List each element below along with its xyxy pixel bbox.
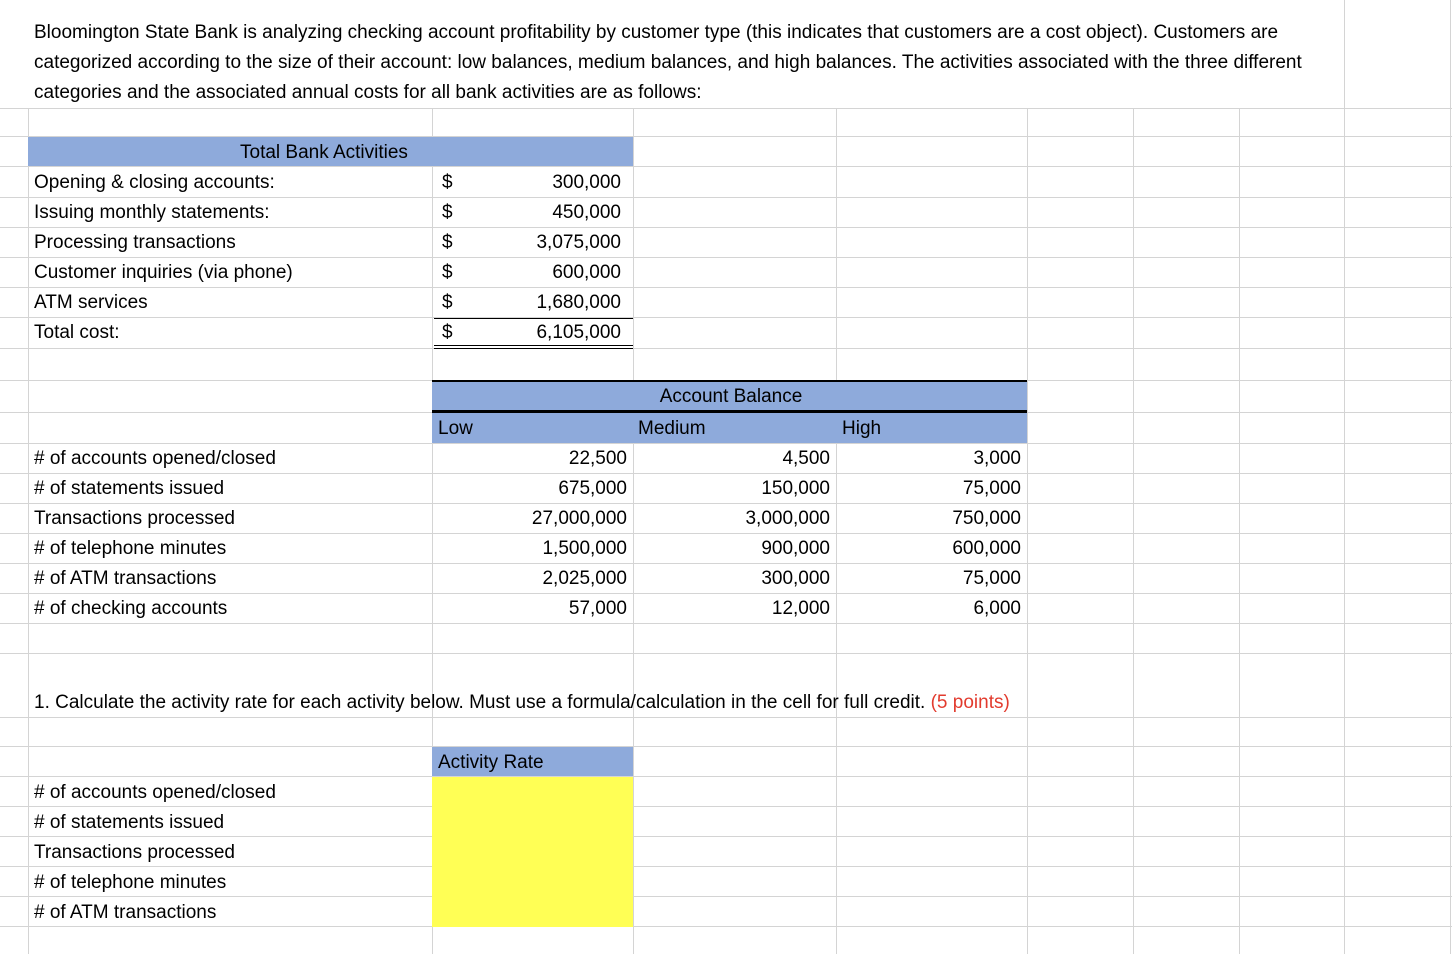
intro-text: Bloomington State Bank is analyzing checking account profitability by customer type (this indicates that customers are a cost object). Customers are categorized according to the size of their account: low balances, medium balances, and high balances. The activities associated with the three different categories and the associated annual costs for all bank activities are as follows: bbox=[34, 22, 1302, 103]
account-balance-top-border bbox=[432, 380, 1027, 382]
rate-row-label: # of ATM transactions bbox=[34, 902, 217, 923]
total-top-border bbox=[434, 318, 633, 319]
column-low: Low bbox=[438, 418, 473, 439]
currency-symbol: $ bbox=[442, 202, 453, 223]
high-value: 750,000 bbox=[952, 508, 1021, 529]
activity-label: Processing transactions bbox=[34, 232, 236, 253]
high-value: 75,000 bbox=[962, 478, 1021, 499]
low-value: 2,025,000 bbox=[542, 568, 627, 589]
total-double-underline-1 bbox=[434, 345, 633, 346]
high-value: 3,000 bbox=[973, 448, 1021, 469]
medium-value: 12,000 bbox=[771, 598, 830, 619]
low-value: 675,000 bbox=[558, 478, 627, 499]
activity-cost: 1,680,000 bbox=[536, 292, 621, 313]
account-balance-mid-border bbox=[432, 410, 1027, 413]
high-value: 6,000 bbox=[973, 598, 1021, 619]
activity-rate-header: Activity Rate bbox=[438, 752, 544, 773]
driver-label: # of statements issued bbox=[34, 478, 225, 499]
high-value: 600,000 bbox=[952, 538, 1021, 559]
driver-label: Transactions processed bbox=[34, 508, 236, 529]
activity-label: Customer inquiries (via phone) bbox=[34, 262, 293, 283]
rate-row-label: # of telephone minutes bbox=[34, 872, 227, 893]
column-medium: Medium bbox=[638, 418, 706, 439]
driver-label: # of ATM transactions bbox=[34, 568, 217, 589]
activity-label: ATM services bbox=[34, 292, 148, 313]
total-cost-label: Total cost: bbox=[34, 322, 120, 343]
question-instruction: 1. Calculate the activity rate for each activity below. Must use a formula/calculation in the cell for full credit. bbox=[34, 692, 926, 713]
activity-cost: 300,000 bbox=[552, 172, 621, 193]
total-activities-header: Total Bank Activities bbox=[240, 142, 408, 163]
currency-symbol: $ bbox=[442, 232, 453, 253]
low-value: 1,500,000 bbox=[542, 538, 627, 559]
column-high: High bbox=[842, 418, 882, 439]
rate-row-label: # of accounts opened/closed bbox=[34, 782, 276, 803]
total-double-underline-2 bbox=[434, 348, 633, 349]
medium-value: 900,000 bbox=[761, 538, 830, 559]
account-balance-header: Account Balance bbox=[659, 386, 803, 407]
currency-symbol: $ bbox=[442, 322, 453, 343]
low-value: 57,000 bbox=[568, 598, 627, 619]
activity-cost: 450,000 bbox=[552, 202, 621, 223]
rate-row-label: Transactions processed bbox=[34, 842, 236, 863]
medium-value: 150,000 bbox=[761, 478, 830, 499]
total-cost-value: 6,105,000 bbox=[536, 322, 621, 343]
low-value: 27,000,000 bbox=[531, 508, 627, 529]
currency-symbol: $ bbox=[442, 292, 453, 313]
currency-symbol: $ bbox=[442, 262, 453, 283]
low-value: 22,500 bbox=[568, 448, 627, 469]
activity-rate-input-cells[interactable] bbox=[432, 777, 633, 927]
medium-value: 4,500 bbox=[782, 448, 830, 469]
question-points: (5 points) bbox=[930, 692, 1010, 713]
activity-label: Opening & closing accounts: bbox=[34, 172, 275, 193]
high-value: 75,000 bbox=[962, 568, 1021, 589]
driver-label: # of checking accounts bbox=[34, 598, 228, 619]
medium-value: 3,000,000 bbox=[745, 508, 830, 529]
driver-label: # of telephone minutes bbox=[34, 538, 227, 559]
activity-cost: 3,075,000 bbox=[536, 232, 621, 253]
activity-label: Issuing monthly statements: bbox=[34, 202, 270, 223]
medium-value: 300,000 bbox=[761, 568, 830, 589]
question-text bbox=[34, 692, 1010, 714]
rate-row-label: # of statements issued bbox=[34, 812, 225, 833]
activity-cost: 600,000 bbox=[552, 262, 621, 283]
driver-label: # of accounts opened/closed bbox=[34, 448, 276, 469]
currency-symbol: $ bbox=[442, 172, 453, 193]
